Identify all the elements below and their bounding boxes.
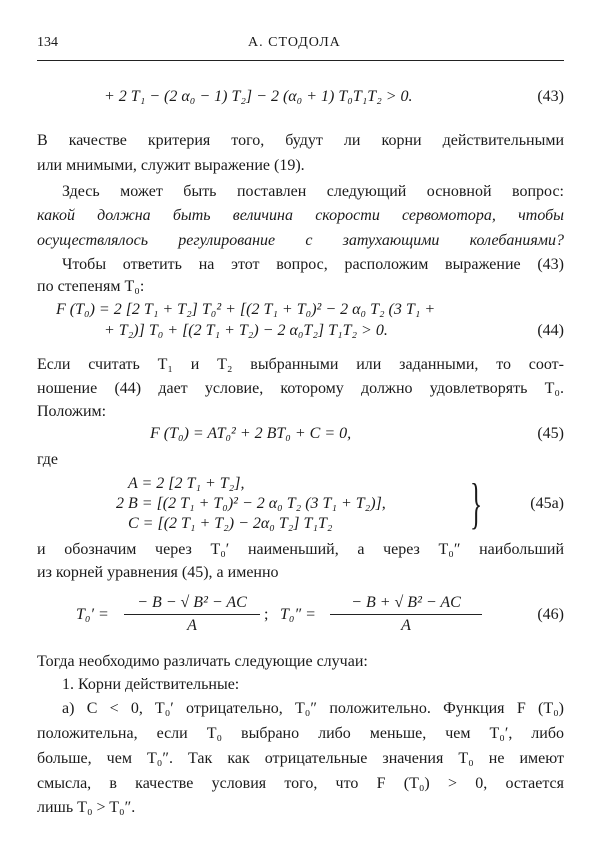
equation-number-43: (43) [537,88,564,105]
paragraph-line: В качестве критерия того, будут ли корни действительными [37,132,564,149]
equation-45a-line3: C = [(2 T₁ + T₂) − 2α₀ T₂] T₁T₂ [128,515,333,532]
equation-number-44: (44) [537,322,564,339]
equation-45a-line2: 2 B = [(2 T₁ + T₀)² − 2 α₀ T₂ (3 T₁ + T₂)], [116,495,386,512]
page-number: 134 [37,35,58,50]
equation-46-lhs2: T₀″ = [280,606,316,623]
equation-45a-line1: A = 2 [2 T₁ + T₂], [128,475,245,492]
equation-number-45a: (45a) [530,495,564,512]
equation-46-lhs1: T₀′ = [76,606,109,623]
fraction-root-max [330,594,482,635]
paragraph-line: Чтобы ответить на этот вопрос, расположим выражение (43) [62,256,564,273]
paragraph-line: или мнимыми, служит выражение (19). [37,157,305,174]
paragraph-line: и обозначим через T₀′ наименьший, а через T₀″ наибольший [37,541,564,558]
equation-44-line1: F (T₀) = 2 [2 T₁ + T₂] T₀² + [(2 T₁ + T₀)² − 2 α₀ T₂ (3 T₁ + [56,301,436,318]
equation-43: + 2 T₁ − (2 α₀ − 1) T₂] − 2 (α₀ + 1) T₀T₁T₂ > 0. [104,88,413,105]
paragraph-line: по степеням T₀: [37,278,145,295]
italic-question-line: какой должна быть величина скорости сервомотора, чтобы [37,207,564,224]
italic-question-line: осуществлялось регулирование с затухающими колебаниями? [37,232,564,249]
denominator: A [401,617,411,634]
paragraph-line: больше, чем T₀″. Так как отрицательные значения T₀ не имеют [37,750,564,767]
paragraph-line: Здесь может быть поставлен следующий основной вопрос: [62,183,564,200]
paragraph-line: ношение (44) дает условие, которому должно удовлетворять T₀. [37,380,564,397]
paragraph-line: положительна, если T₀ выбрано либо меньше, чем T₀′, либо [37,725,564,742]
equation-number-46: (46) [537,606,564,623]
equation-45: F (T₀) = AT₀² + 2 BT₀ + C = 0, [150,425,352,442]
equation-number-45: (45) [537,425,564,442]
paragraph-line: Тогда необходимо различать следующие случаи: [37,653,368,670]
header-rule [37,60,564,61]
numerator: − B − √ B² − AC [124,594,260,615]
equation-46-separator: ; [264,606,269,623]
paragraph-line: из корней уравнения (45), а именно [37,564,279,581]
equation-44-line2: + T₂)] T₀ + [(2 T₁ + T₂) − 2 α₀T₂] T₁T₂ > 0. [104,322,388,339]
list-heading: 1. Корни действительные: [62,676,240,693]
paragraph-line: а) C < 0, T₀′ отрицательно, T₀″ положительно. Функция F (T₀) [62,700,564,717]
paragraph-line: лишь T₀ > T₀″. [37,799,136,816]
where-label: где [37,451,59,468]
paragraph-line: Положим: [37,403,107,420]
denominator: A [187,617,197,634]
right-brace: } [470,473,483,535]
fraction-root-min [124,594,260,635]
paragraph-line: Если считать T₁ и T₂ выбранными или заданными, то соот- [37,356,564,373]
running-title: А. СТОДОЛА [248,35,341,50]
paragraph-line: смысла, в качестве условия того, что F (T₀) > 0, остается [37,775,564,792]
numerator: − B + √ B² − AC [330,594,482,615]
